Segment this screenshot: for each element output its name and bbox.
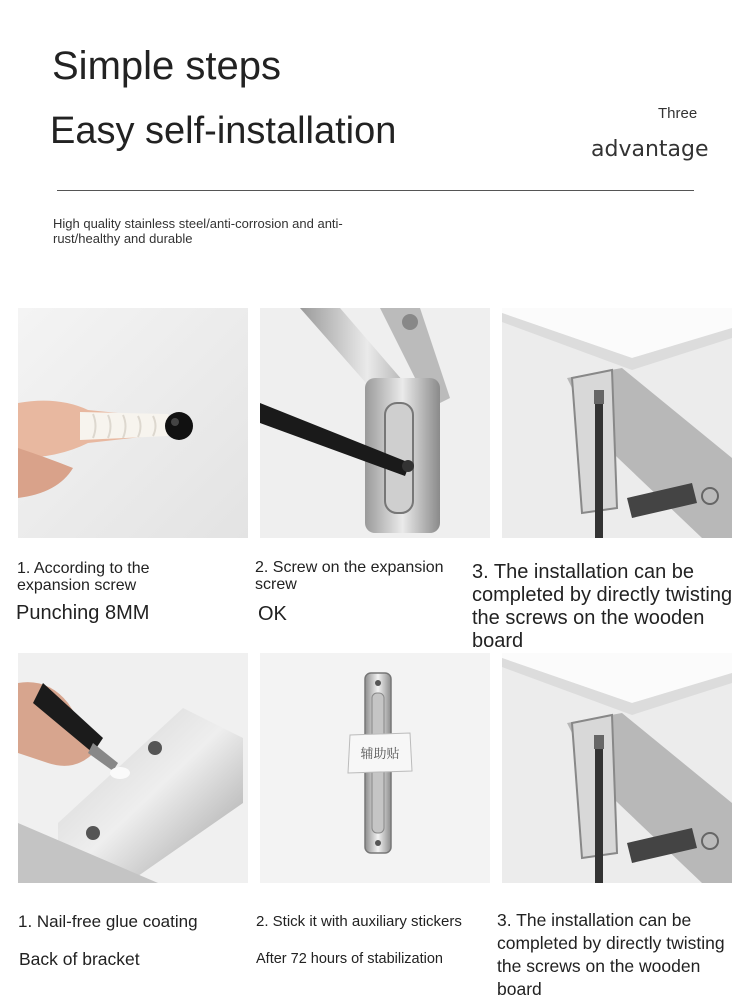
step-2-subtitle: OK xyxy=(258,603,287,625)
photo-screw-board xyxy=(502,308,732,538)
photo-expansion-screw xyxy=(260,308,490,538)
step-4-title: 1. Nail-free glue coating xyxy=(18,912,198,931)
photo-auxiliary-sticker xyxy=(260,653,490,883)
product-description: High quality stainless steel/anti-corrosion and anti-rust/healthy and durable xyxy=(53,216,343,246)
step-5-subtitle: After 72 hours of stabilization xyxy=(256,951,443,967)
step-1-subtitle: Punching 8MM xyxy=(16,602,150,624)
badge-bottom-text: advantage xyxy=(591,137,709,162)
photo-punching xyxy=(18,308,248,538)
title-line-1: Simple steps xyxy=(52,44,281,88)
sticker-label: 辅助贴 xyxy=(360,747,400,762)
header-divider xyxy=(57,190,694,191)
photo-screw-board-2 xyxy=(502,653,732,883)
step-4-subtitle: Back of bracket xyxy=(19,949,140,969)
step-6-title: 3. The installation can be completed by directly twisting the screws on the wooden board xyxy=(497,910,725,999)
step-5-title: 2. Stick it with auxiliary stickers xyxy=(256,913,462,930)
step-1-title: 1. According to the expansion screw xyxy=(17,560,150,594)
step-3-title: 3. The installation can be completed by directly twisting the screws on the wooden board xyxy=(472,561,733,652)
step-2-title: 2. Screw on the expansion screw xyxy=(255,559,444,593)
badge-top-text: Three xyxy=(658,105,698,122)
title-line-2: Easy self-installation xyxy=(50,110,397,152)
photo-glue-coating xyxy=(18,653,248,883)
